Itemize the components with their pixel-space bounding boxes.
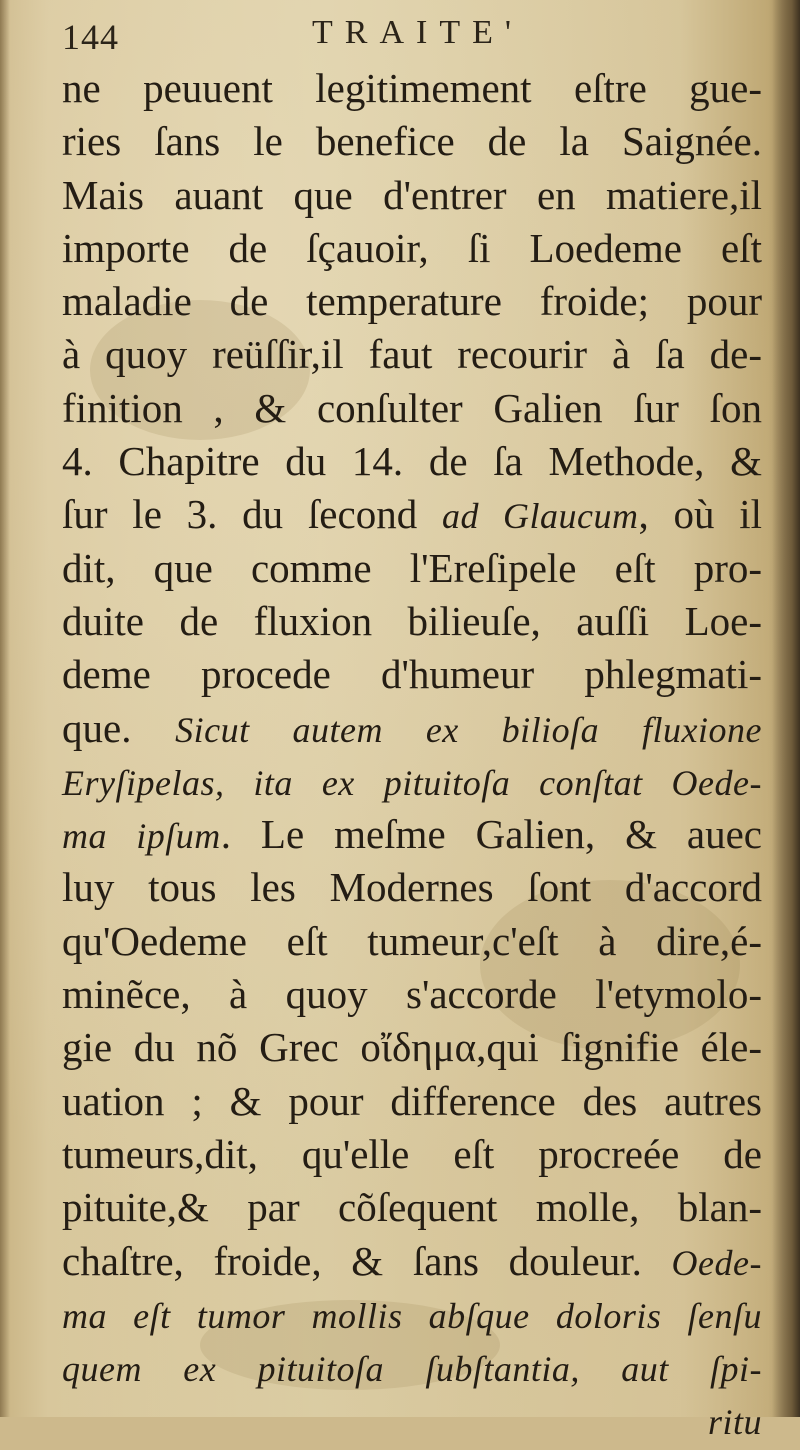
text-line (62, 1021, 762, 1074)
roman-text: uation ; & pour difference des autres (62, 1077, 762, 1124)
text-line (62, 648, 762, 701)
text-line (62, 1235, 762, 1288)
roman-text: ne peuuent legitimement eſtre gue- (62, 65, 762, 111)
roman-text: Mais auant que d'entrer en matiere,il (62, 171, 762, 218)
roman-text: dit, que comme l'Ereſipele eſt pro- (62, 544, 762, 591)
text-line (62, 222, 762, 275)
roman-text: à quoy reüſſir,il faut recourir à ſa de- (62, 331, 762, 378)
roman-text: ries ſans le benefice de la Saignée. (62, 118, 762, 165)
roman-text: finition , & conſulter Galien ſur ſon (62, 384, 762, 431)
text-line (62, 62, 762, 115)
text-line (62, 1075, 762, 1128)
text-line (62, 755, 762, 808)
italic-text: Eryſipelas, ita ex pituitoſa conſtat Oede- (62, 762, 762, 803)
italic-text: Oede- (671, 1242, 762, 1283)
roman-text: pituite,& par cõſequent molle, blan- (62, 1184, 762, 1231)
page-number: 144 (62, 17, 119, 57)
running-title: TRAITE' (312, 14, 523, 51)
text-line (62, 915, 762, 968)
roman-text: . Le meſme Galien, & auec (220, 811, 762, 858)
roman-text: luy tous les Modernes ſont d'accord (62, 864, 762, 911)
body-text (62, 62, 762, 1448)
text-line (62, 968, 762, 1021)
roman-text: gie du nõ Grec οἴδημα,qui ſignifie éle- (62, 1024, 762, 1071)
italic-text: ritu (707, 1402, 762, 1443)
text-line (62, 328, 762, 381)
text-line (62, 861, 762, 914)
text-line (62, 115, 762, 168)
roman-text: deme procede d'humeur phlegmati- (62, 651, 762, 698)
text-line (62, 595, 762, 648)
text-line (62, 1181, 762, 1234)
roman-text: tumeurs,dit, qu'elle eſt procreée de (62, 1130, 762, 1177)
text-line (62, 275, 762, 328)
text-line (62, 542, 762, 595)
roman-text: 4. Chapitre du 14. de ſa Methode, & (62, 438, 762, 485)
text-line (62, 702, 762, 755)
text-line (62, 488, 762, 541)
roman-text: importe de ſçauoir, ſi Loedeme eſt (62, 224, 762, 271)
text-line (62, 1128, 762, 1181)
italic-text: Sicut autem ex bilioſa fluxione (175, 709, 763, 750)
italic-text: ma eſt tumor mollis abſque doloris ſenſu (62, 1295, 762, 1336)
text-line (62, 808, 762, 861)
roman-text: minẽce, à quoy s'accorde l'etymolo- (62, 971, 762, 1018)
roman-text: que. (62, 704, 176, 751)
text-line (62, 1288, 762, 1341)
roman-text: , où il (638, 491, 762, 538)
roman-text: qu'Oedeme eſt tumeur,c'eſt à dire,é- (62, 917, 762, 964)
text-line (62, 1341, 762, 1394)
roman-text: chaſtre, froide, & ſans douleur. (62, 1237, 672, 1284)
roman-text: duite de fluxion bilieuſe, auſſi Loe- (62, 597, 762, 644)
italic-text: ma ipſum (62, 816, 221, 857)
text-line (62, 1394, 762, 1447)
roman-text: ſur le 3. du ſecond (62, 491, 442, 538)
italic-text: ad Glaucum (441, 496, 639, 537)
roman-text: maladie de temperature froide; pour (62, 278, 762, 325)
running-head (62, 10, 762, 60)
text-line (62, 169, 762, 222)
text-line (62, 382, 762, 435)
italic-text: quem ex pituitoſa ſubſtantia, aut ſpi- (62, 1349, 762, 1390)
text-line (62, 435, 762, 488)
